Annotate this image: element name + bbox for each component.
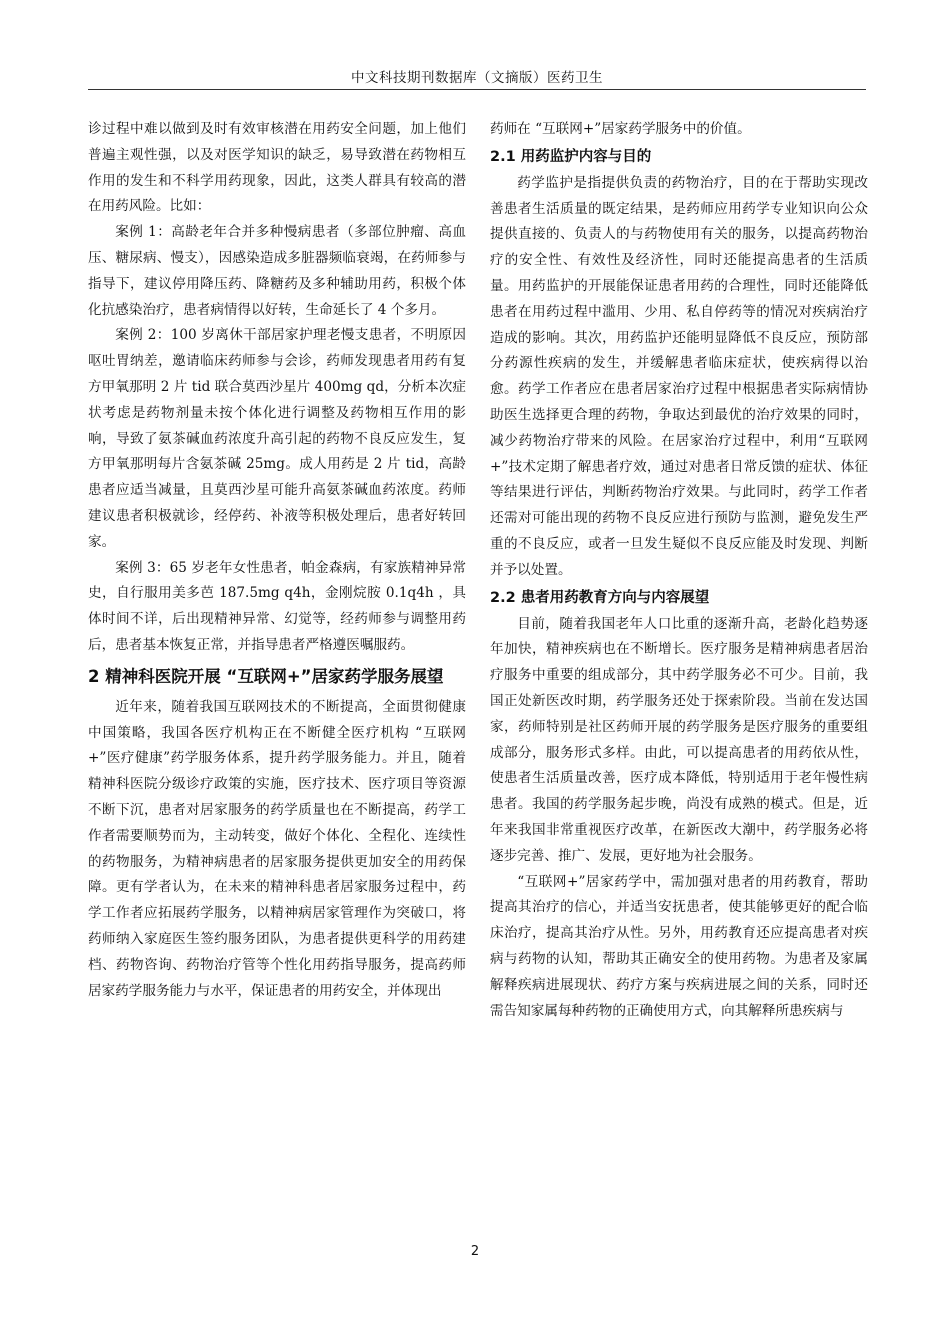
running-header: 中文科技期刊数据库（文摘版）医药卫生 xyxy=(351,70,603,86)
paragraph-section-2-1: 药学监护是指提供负责的药物治疗，目的在于帮助实现改善患者生活质量的既定结果，是药师应用药学专业知识向公众提供直接的、负责人的与药物使用有关的服务，以提高药物治疗的安全性、有效性及经济性，同时还能提高患者的生活质量。用药监护的开展能保证患者用药的合理性，同时还能降低患者在用药过程中滥用、少用、私自停药等的情况对疾病治疗造成的影响。其次，用药监护还能明显降低不良反应，预防部分药源性疾病的发生，并缓解患者临床症状，使疾病得以治愈。药学工作者应在患者居家治疗过程中根据患者实际病情协助医生选择更合理的药物，争取达到最优的治疗效果的同时，减少药物治疗带来的风险。在居家治疗过程中，利用“互联网+”技术定期了解患者疗效，通过对患者日常反馈的症状、体征等结果进行评估，判断药物治疗效果。与此同时，药学工作者还需对可能出现的药物不良反应进行预防与监测，避免发生严重的不良反应，或者一旦发生疑似不良反应能及时发现、判断并予以处置。 xyxy=(490,174,868,578)
right-column xyxy=(490,117,868,1024)
paragraph-continuation: 诊过程中难以做到及时有效审核潜在用药安全问题，加上他们普遍主观性强，以及对医学知识的缺乏，易导致潜在药物相互作用的发生和不科学用药现象，因此，这类人群具有较高的潜在用药风险。比如： xyxy=(88,121,466,215)
section-heading-2: 2 精神科医院开展 “互联网+”居家药学服务展望 xyxy=(88,666,444,686)
paragraph-section-2-2-a: 目前，随着我国老年人口比重的逐渐升高，老龄化趋势逐年加快，精神疾病也在不断增长。医疗服务是精神病患者居治疗服务中重要的组成部分，其中药学服务必不可少。目前，我国正处新医改时期，药学服务还处于探索阶段。当前在发达国家，药师特别是社区药师开展的药学服务是医疗服务的重要组成部分，服务形式多样。由此，可以提高患者的用药依从性，使患者生活质量改善，医疗成本降低，特别适用于老年慢性病患者。我国的药学服务起步晚，尚没有成熟的模式。但是，近年来我国非常重视医疗改革，在新医改大潮中，药学服务必将逐步完善、推广、发展，更好地为社会服务。 xyxy=(490,615,868,864)
section-heading-2-2: 2.2 患者用药教育方向与内容展望 xyxy=(490,589,710,606)
section-heading-2-1: 2.1 用药监护内容与目的 xyxy=(490,148,652,165)
page-number: 2 xyxy=(470,1244,480,1259)
paragraph-case-3: 案例 3：65 岁老年女性患者，帕金森病，有家族精神异常史，自行服用美多芭 187.5mg q4h，金刚烷胺 0.1q4h ，具体时间不详，后出现精神异常、幻觉等，经药师参与调整用药后，患者基本恢复正常，并指导患者严格遵医嘱服药。 xyxy=(88,559,466,653)
paragraph-section-2: 近年来，随着我国互联网技术的不断提高，全面贯彻健康中国策略，我国各医疗机构正在不断健全医疗机构 “互联网+”医疗健康”药学服务体系，提升药学服务能力。并且，随着精神科医院分级诊疗政策的实施，医疗技术、医疗项目等资源不断下沉，患者对居家服务的药学质量也在不断提高，药学工作者需要顺势而为，主动转变，做好个体化、全程化、连续性的药物服务，为精神病患者的居家服务提供更加安全的用药保障。更有学者认为，在未来的精神科患者居家服务过程中，药学工作者应拓展药学服务，以精神病居家管理作为突破口，将药师纳入家庭医生签约服务团队，为患者提供更科学的用药建档、药物咨询、药物治疗管等个性化用药指导服务，提高药师居家药学服务能力与水平，保证患者的用药安全，并体现出 xyxy=(88,698,466,999)
paragraph-case-2: 案例 2：100 岁离休干部居家护理老慢支患者，不明原因呕吐胃纳差，邀请临床药师参与会诊，药师发现患者用药有复方甲氧那明 2 片 tid 联合莫西沙星片 400mg qd，分析本次症状考虑是药物剂量未按个体化进行调整及药物相互作用的影响，导致了氨茶碱血药浓度升高引起的药物不良反应发生，复方甲氧那明每片含氨茶碱 25mg。成人用药是 2 片 tid，高龄患者应适当减量，且莫西沙星可能升高氨茶碱血药浓度。药师建议患者积极就诊，经停药、补液等积极处理后，患者好转回家。 xyxy=(88,327,466,550)
paragraph-continuation: 药师在 “互联网+”居家药学服务中的价值。 xyxy=(490,121,751,137)
paragraph-case-1: 案例 1：高龄老年合并多种慢病患者（多部位肿瘤、高血压、糖尿病、慢支），因感染造成多脏器频临衰竭，在药师参与指导下，建议停用降压药、降糖药及多种辅助用药，积极个体化抗感染治疗，患者病情得以好转，生命延长了 4 个多月。 xyxy=(88,224,466,318)
left-column xyxy=(88,117,466,1004)
paragraph-section-2-2-b: “互联网+”居家药学中，需加强对患者的用药教育，帮助提高其治疗的信心，并适当安抚患者，使其能够更好的配合临床治疗，提高其治疗从性。另外，用药教育还应提高患者对疾病与药物的认知，帮助其正确安全的使用药物。为患者及家属解释疾病进展现状、药疗方案与疾病进展之间的关系，同时还需告知家属每种药物的正确使用方式，向其解释所患疾病与 xyxy=(490,873,868,1019)
header-rule xyxy=(88,89,866,90)
